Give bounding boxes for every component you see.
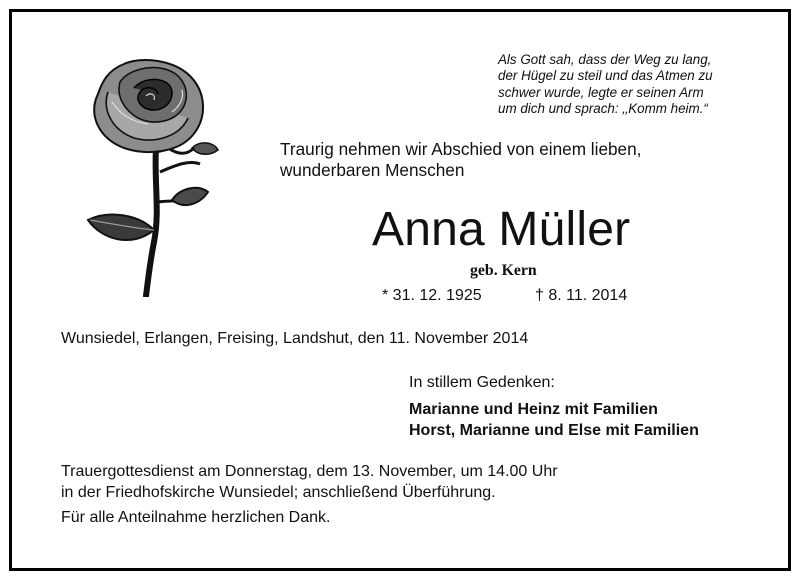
intro-line: Traurig nehmen wir Abschied von einem lieben, bbox=[280, 139, 642, 159]
mourner-family: Horst, Marianne und Else mit Familien bbox=[409, 422, 699, 439]
death-date: † 8. 11. 2014 bbox=[535, 287, 628, 304]
poem-line: der Hügel zu steil und das Atmen zu bbox=[498, 68, 713, 84]
farewell-intro bbox=[280, 139, 641, 181]
funeral-service-info bbox=[61, 461, 558, 503]
poem-line: um dich und sprach: ‚‚Komm heim.“ bbox=[498, 100, 708, 116]
poem-line: Als Gott sah, dass der Weg zu lang, bbox=[498, 52, 712, 67]
memorial-label: In stillem Gedenken: bbox=[409, 374, 555, 391]
thanks-note: Für alle Anteilnahme herzlichen Dank. bbox=[61, 509, 331, 526]
place-and-date: Wunsiedel, Erlangen, Freising, Landshut, den 11. November 2014 bbox=[61, 330, 529, 347]
mourner-family: Marianne und Heinz mit Familien bbox=[409, 401, 658, 418]
service-line: in der Friedhofskirche Wunsiedel; anschließend Überführung. bbox=[61, 484, 496, 501]
rose-icon bbox=[68, 52, 228, 297]
obituary-notice bbox=[9, 9, 791, 571]
poem bbox=[498, 52, 713, 117]
service-line: Trauergottesdienst am Donnerstag, dem 13. November, um 14.00 Uhr bbox=[61, 463, 558, 480]
poem-line: schwer wurde, legte er seinen Arm bbox=[498, 84, 704, 100]
mourners-list bbox=[409, 399, 699, 441]
intro-line: wunderbaren Menschen bbox=[280, 160, 465, 180]
deceased-name: Anna Müller bbox=[372, 203, 631, 256]
birth-name: geb. Kern bbox=[470, 262, 537, 279]
birth-date: * 31. 12. 1925 bbox=[382, 287, 482, 304]
